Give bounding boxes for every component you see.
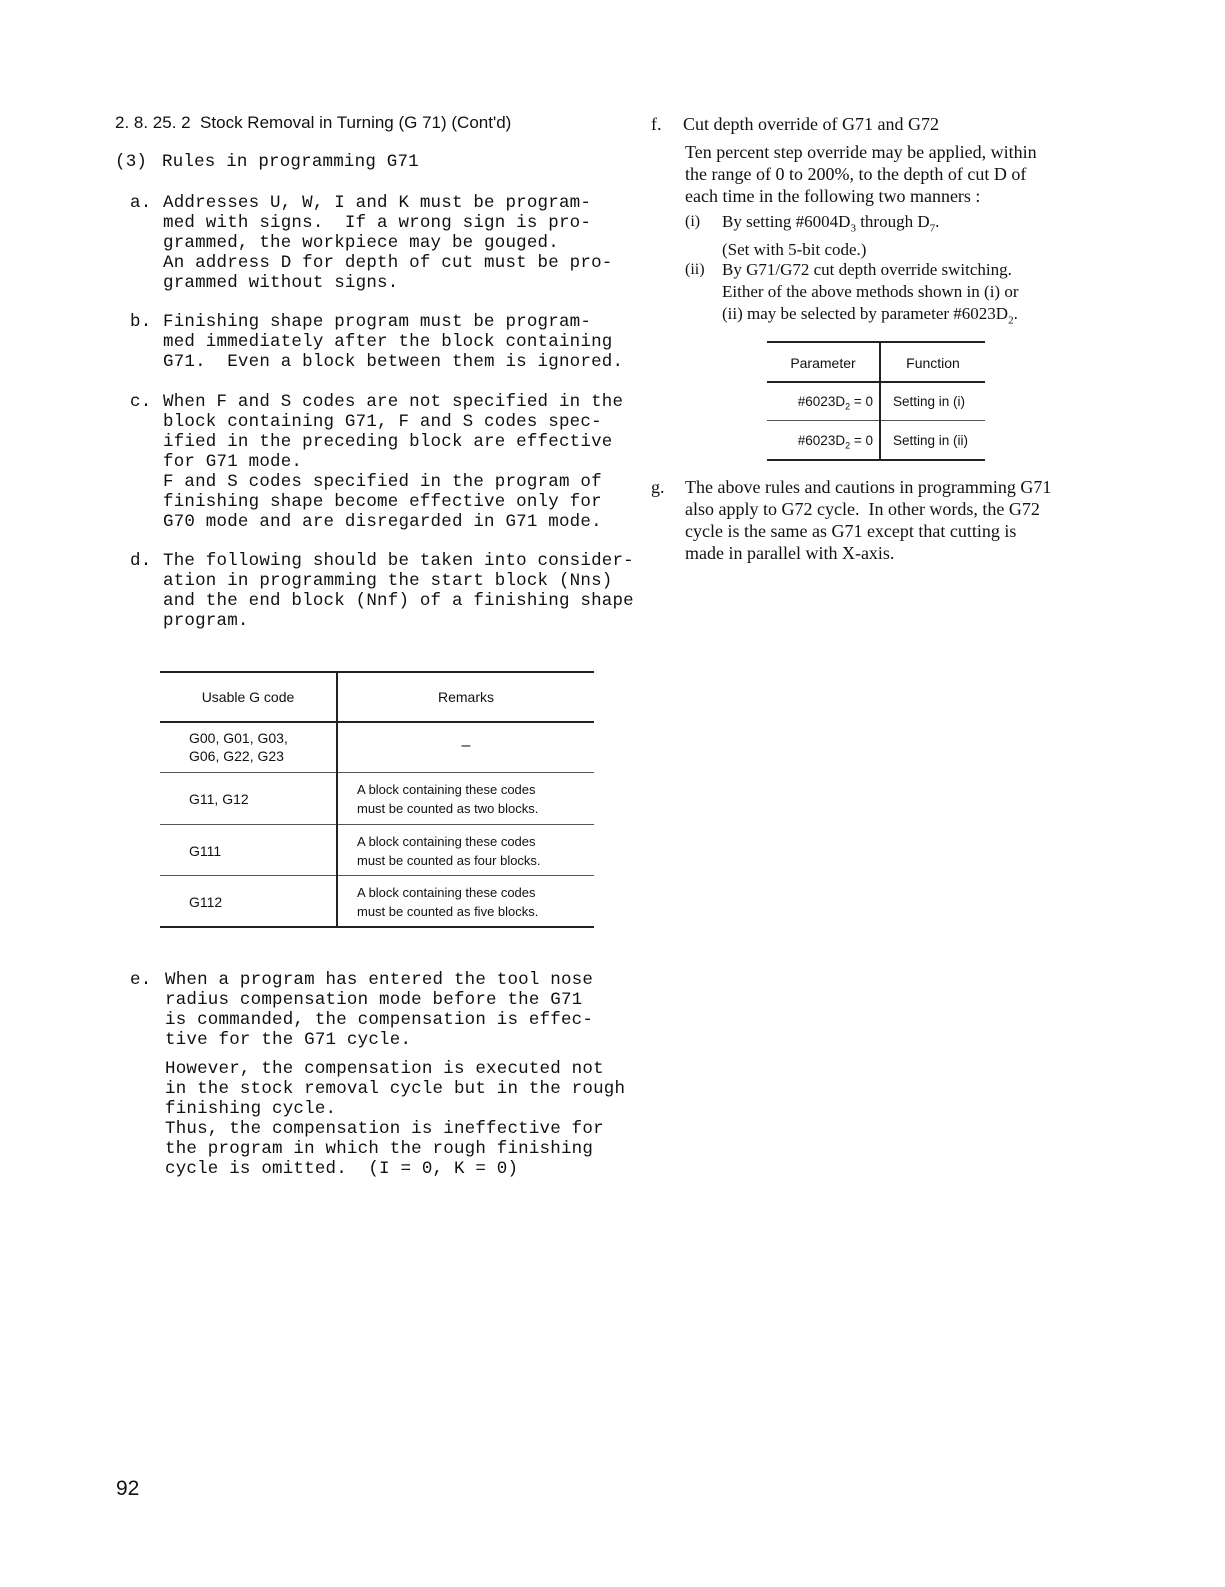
item-g-line: made in parallel with X-axis. [685, 543, 895, 563]
item-c-label: c. [130, 392, 152, 412]
item-e-line: the program in which the rough finishing [165, 1139, 594, 1159]
section-header: 2. 8. 25. 2 Stock Removal in Turning (G 71) (Cont'd) [115, 113, 512, 132]
item-b-line: G71. Even a block between them is ignored. [163, 352, 624, 372]
item-e-line: When a program has entered the tool nose [165, 970, 594, 990]
table-rule [160, 926, 594, 928]
item-a-text [163, 193, 612, 293]
subscript: 2 [845, 401, 851, 412]
item-e-line: finishing cycle. [165, 1099, 337, 1119]
section-label: (3) [115, 152, 148, 172]
remark-line: A block containing these codes [357, 885, 536, 900]
remark-line: must be counted as two blocks. [357, 801, 539, 816]
table-divider [336, 671, 338, 927]
item-g-line: also apply to G72 cycle. In other words, the G72 [685, 499, 1040, 519]
item-e-line: tive for the G71 cycle. [165, 1030, 412, 1050]
table-cell-code [189, 729, 288, 765]
sub-i-line1: By setting $\#6004D_3$ through $D_7$. [722, 212, 940, 235]
item-a-line: grammed without signs. [163, 273, 399, 293]
page-number: 92 [116, 1477, 140, 1500]
item-e-para1 [165, 970, 593, 1050]
subscript: 3 [850, 222, 856, 235]
item-g-line: cycle is the same as G71 except that cutting is [685, 521, 1017, 541]
function-cell: Setting in (ii) [893, 433, 969, 448]
table-header-code: Usable G code [201, 689, 295, 705]
table-rule [160, 721, 594, 723]
item-b-line: Finishing shape program must be program- [163, 312, 592, 332]
item-e-line: is commanded, the compensation is effec- [165, 1010, 594, 1030]
param-cell: $\#6023D_2 = 0$ [797, 394, 873, 412]
section-title: Rules in programming G71 [162, 152, 419, 172]
sub-i-line2: (Set with 5-bit code.) [722, 240, 867, 260]
table-cell-remark [357, 780, 538, 818]
table-rule [160, 875, 594, 876]
subscript: 2 [1008, 314, 1014, 327]
sub-ii-line: By G71/G72 cut depth override switching. [722, 260, 1012, 279]
remark-line: must be counted as four blocks. [357, 853, 541, 868]
item-f-title: Cut depth override of G71 and G72 [683, 114, 939, 134]
item-e-label: e. [130, 970, 152, 990]
table-rule [767, 341, 985, 343]
table-cell-remark: – [461, 737, 471, 754]
item-g-line: The above rules and cautions in programming G71 [685, 477, 1052, 497]
code-line: G00, G01, G03, [189, 730, 288, 746]
table-rule [160, 772, 594, 773]
table-rule [767, 420, 985, 421]
table-cell-code: G111 [189, 843, 222, 859]
item-a-label: a. [130, 193, 152, 213]
item-e-line: However, the compensation is executed not [165, 1059, 604, 1079]
item-a-line: An address D for depth of cut must be pro- [163, 253, 613, 273]
item-d-line: The following should be taken into consider- [163, 551, 634, 571]
remark-line: A block containing these codes [357, 834, 536, 849]
item-d-line: program. [163, 611, 249, 631]
table-header-remarks: Remarks [437, 689, 494, 705]
function-cell: Setting in (i) [893, 394, 966, 409]
item-a-line: grammed, the workpiece may be gouged. [163, 233, 559, 253]
item-g-text [685, 476, 1051, 564]
item-b-label: b. [130, 312, 152, 332]
item-e-line: radius compensation mode before the G71 [165, 990, 583, 1010]
item-a-line: med with signs. If a wrong sign is pro- [163, 213, 592, 233]
item-f-line: Ten percent step override may be applied, within [685, 142, 1037, 162]
item-e-line: Thus, the compensation is ineffective for [165, 1119, 604, 1139]
item-b-text [163, 312, 623, 372]
item-c-line: finishing shape become effective only for [163, 492, 602, 512]
table-rule [160, 824, 594, 825]
item-c-line: for G71 mode. [163, 452, 303, 472]
item-d-line: ation in programming the start block (Nns) [163, 571, 613, 591]
subscript: 2 [845, 440, 851, 451]
remark-line: must be counted as five blocks. [357, 904, 539, 919]
sub-i-text [722, 211, 939, 261]
item-f-line: the range of 0 to 200%, to the depth of cut D of [685, 164, 1027, 184]
item-g-label: g. [651, 477, 665, 497]
table-rule [767, 381, 985, 383]
item-d-line: and the end block (Nnf) of a finishing shape [163, 591, 634, 611]
item-a-line: Addresses U, W, I and K must be program- [163, 193, 592, 213]
sub-ii-line3: (ii) may be selected by parameter $\#6023D_2$. [722, 304, 1018, 327]
table-cell-remark [357, 883, 538, 921]
sub-i-label: (i) [685, 213, 701, 230]
item-e-line: in the stock removal cycle but in the rough [165, 1079, 626, 1099]
table-rule [767, 459, 985, 461]
item-e-para2 [165, 1059, 625, 1179]
param-cell: $\#6023D_2 = 0$ [797, 433, 873, 451]
table-cell-code: G11, G12 [189, 791, 249, 807]
sub-ii-label: (ii) [685, 261, 705, 278]
item-b-line: med immediately after the block containing [163, 332, 613, 352]
table-rule [160, 671, 594, 673]
table-cell-code: G112 [189, 894, 223, 910]
sub-ii-text [722, 259, 1019, 331]
item-c-line: F and S codes specified in the program of [163, 472, 602, 492]
param-header-parameter: Parameter [790, 355, 856, 371]
sub-ii-line: Either of the above methods shown in (i) or [722, 282, 1019, 301]
item-e-line: cycle is omitted. (I = 0, K = 0) [165, 1159, 519, 1179]
item-f-text [685, 141, 1037, 207]
item-c-text [163, 392, 623, 532]
item-f-line: each time in the following two manners : [685, 186, 981, 206]
param-header-function: Function [906, 355, 960, 371]
code-line: G06, G22, G23 [189, 748, 284, 764]
subscript: 7 [929, 222, 936, 235]
item-c-line: G70 mode and are disregarded in G71 mode. [163, 512, 602, 532]
item-d-text [163, 551, 634, 631]
remark-line: A block containing these codes [357, 782, 536, 797]
item-f-label: f. [651, 114, 662, 134]
table-cell-remark [357, 832, 541, 870]
item-d-label: d. [130, 551, 152, 571]
item-c-line: block containing G71, F and S codes spec- [163, 412, 602, 432]
item-c-line: ified in the preceding block are effective [163, 432, 613, 452]
item-c-line: When F and S codes are not specified in the [163, 392, 624, 412]
